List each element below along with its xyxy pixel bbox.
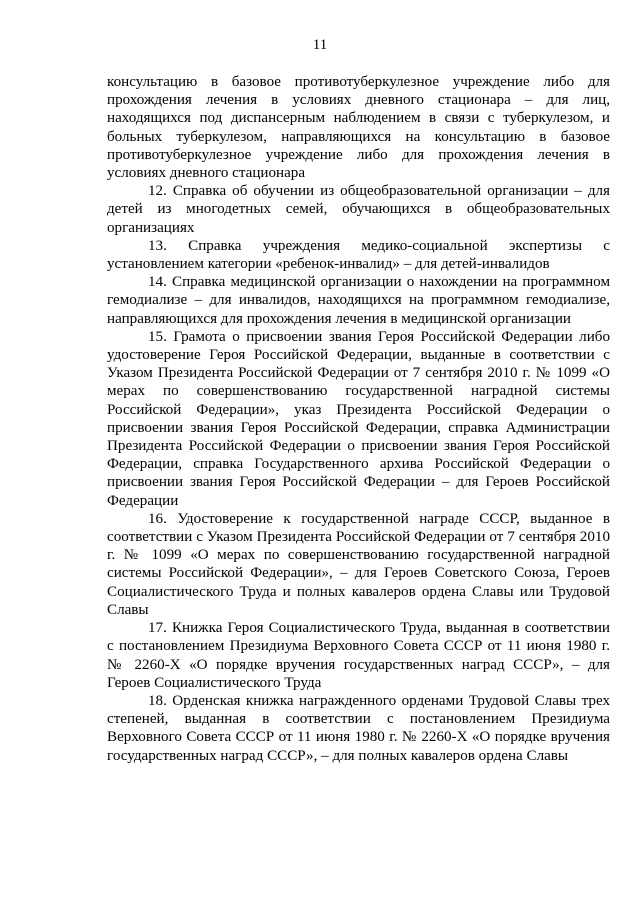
page-number: 11 — [312, 37, 328, 53]
paragraph-item-15: 15. Грамота о присвоении звания Героя Российской Федерации либо удостоверение Героя Российской Федерации, выданные в соответствии с Указом Президента Российской Федерации от 7 сентября 2010 г. № 1099 «О мерах по совершенствованию государственной наградной системы Российской Федерации», указ Президента Российской Федерации о присвоении звания Героя Российской Федерации, справка Администрации Президента Российской Федерации о присвоении звания Героя Российской Федерации, справка Государственного архива Российской Федерации о присвоении звания Героя Российской Федерации – для Героев Российской Федерации — [107, 328, 610, 509]
paragraph-item-16: 16. Удостоверение к государственной награде СССР, выданное в соответствии с Указом Президента Российской Федерации от 7 сентября 2010 г. № 1099 «О мерах по совершенствованию государственной наградной системы Российской Федерации», – для Героев Советского Союза, Героев Социалистического Труда и полных кавалеров ордена Славы или Трудовой Славы — [107, 510, 610, 618]
document-body — [107, 73, 610, 765]
paragraph-item-13: 13. Справка учреждения медико-социальной экспертизы с установлением категории «ребенок-инвалид» – для детей-инвалидов — [107, 237, 610, 273]
paragraph-continuation: консультацию в базовое противотуберкулезное учреждение либо для прохождения лечения в условиях дневного стационара – для лиц, находящихся под диспансерным наблюдением в связи с туберкулезом, и больных туберкулезом, направляющихся на консультацию в базовое противотуберкулезное учреждение либо для прохождения лечения в условиях дневного стационара — [107, 74, 610, 182]
paragraph-item-12: 12. Справка об обучении из общеобразовательной организации – для детей из многодетных семей, обучающихся в общеобразовательных организациях — [107, 183, 610, 236]
paragraph-item-14: 14. Справка медицинской организации о нахождении на программном гемодиализе – для инвалидов, находящихся на программном гемодиализе, направляющихся для прохождения лечения в медицинской организации — [107, 274, 610, 327]
paragraph-item-17: 17. Книжка Героя Социалистического Труда, выданная в соответствии с постановлением Президиума Верховного Совета СССР от 11 июня 1980 г. № 2260-Х «О порядке вручения государственных наград СССР», – для Героев Социалистического Труда — [107, 620, 610, 691]
paragraph-item-18: 18. Орденская книжка награжденного орденами Трудовой Славы трех степеней, выданная в соответствии с постановлением Президиума Верховного Совета СССР от 11 июня 1980 г. № 2260-Х «О порядке вручения государственных наград СССР», – для полных кавалеров ордена Славы — [107, 692, 610, 764]
